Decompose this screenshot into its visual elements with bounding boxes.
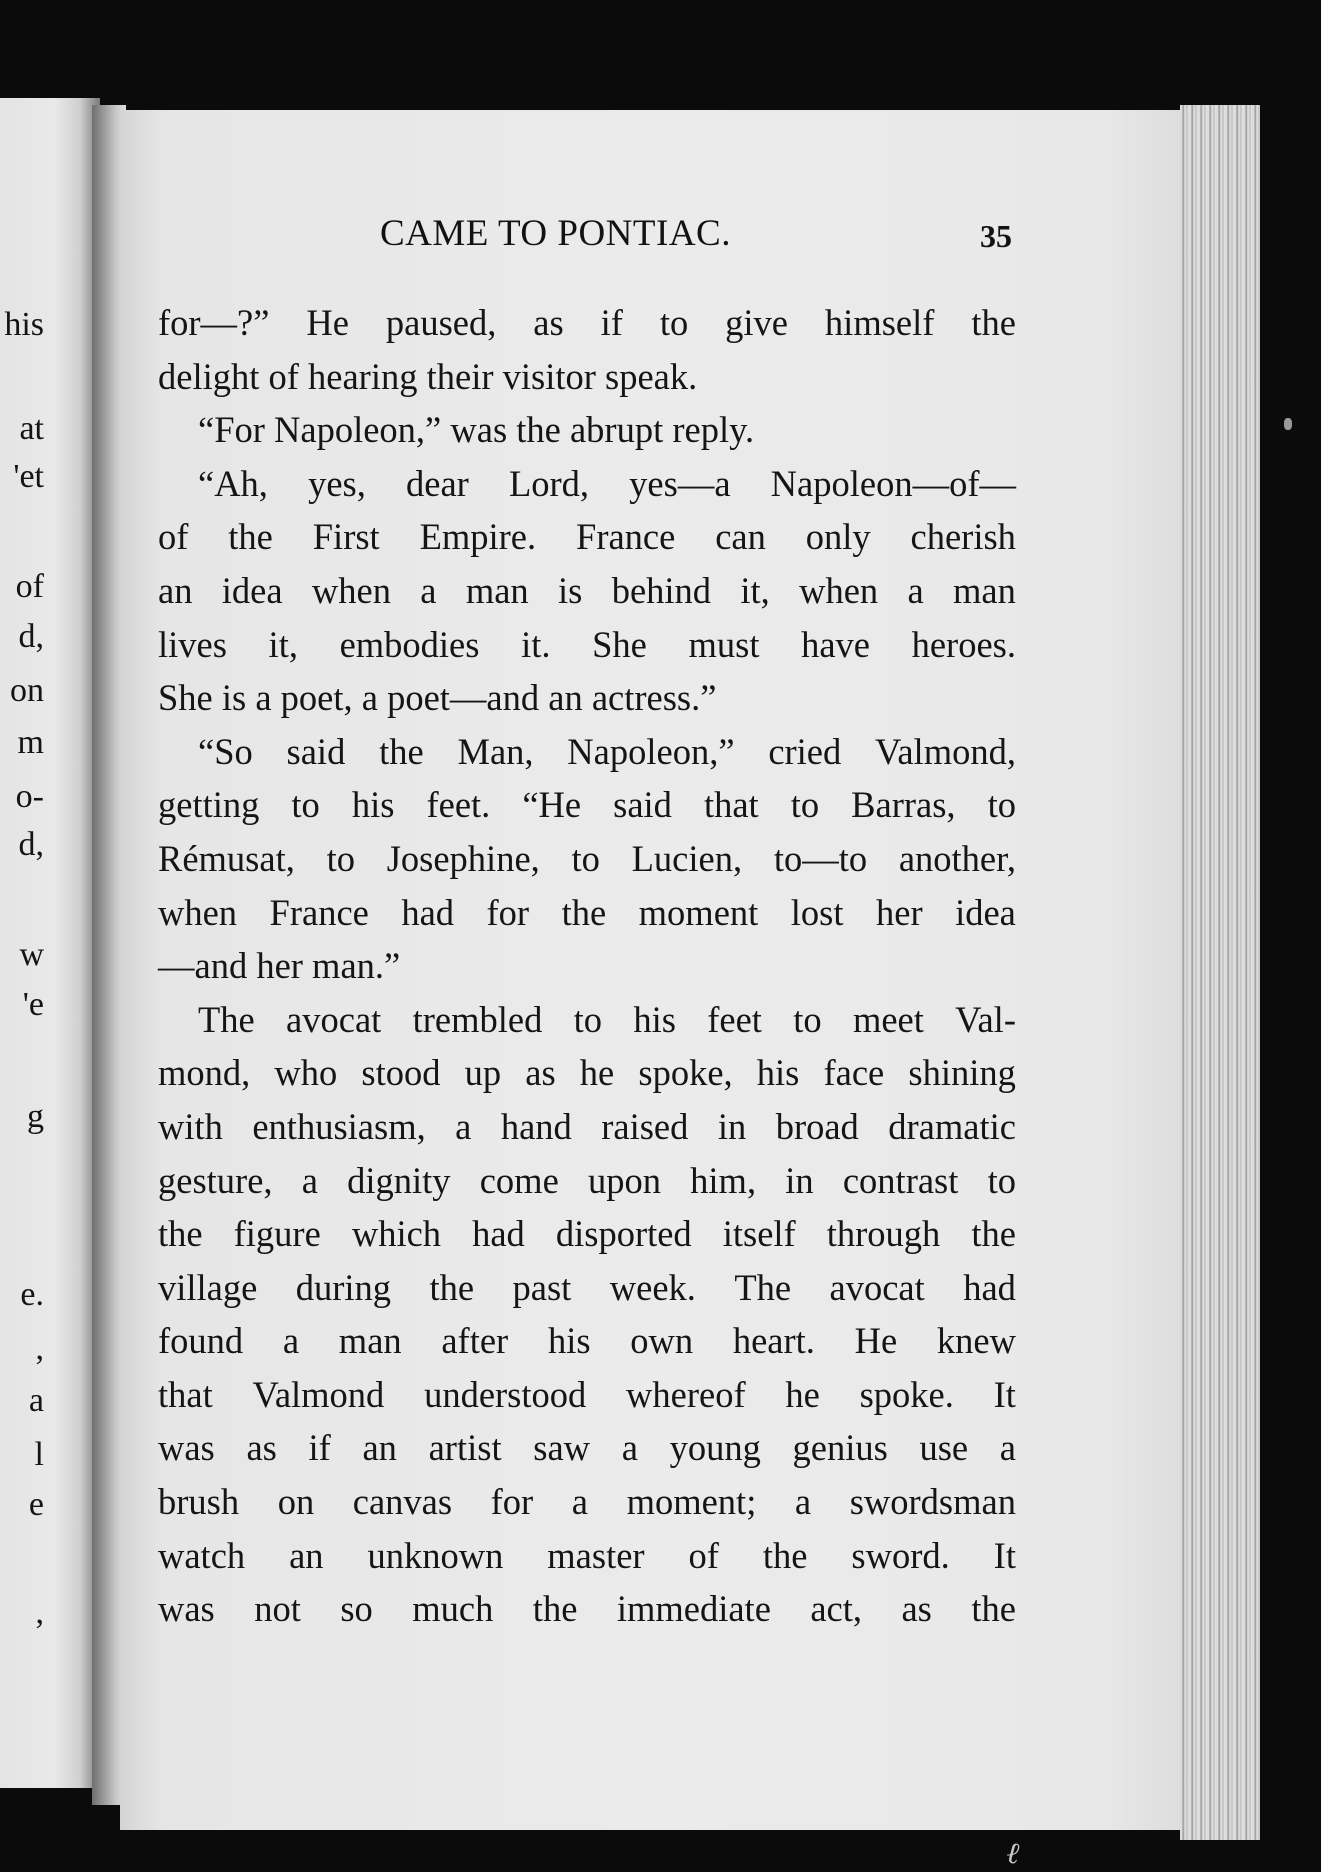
page-number: 35 [980,218,1012,254]
text-line: found a man after his own heart. He knew [158,1320,1016,1362]
previous-page-text-fragments [0,98,60,1788]
text-line: “So said the Man, Napoleon,” cried Valmond, [198,730,1016,772]
text-line: of the First Empire. France can only cherish [158,516,1016,558]
text-line: for—?” He paused, as if to give himself the [158,302,1016,343]
fragment: l [34,1436,44,1473]
fragment: 'et [13,458,44,495]
fragment: a [28,1382,44,1419]
scan-speck [1284,418,1292,430]
text-line: brush on canvas for a moment; a swordsman [158,1481,1016,1523]
fragment: e [28,1486,44,1523]
fragment: m [17,724,44,761]
previous-page-edge [0,98,100,1788]
fragment: of [15,568,44,605]
text-line: when France had for the moment lost her idea [158,891,1016,933]
text-line: was as if an artist saw a young genius use a [158,1427,1016,1469]
fragment: e. [20,1276,44,1313]
pencil-mark: ℓ [1001,1834,1025,1872]
running-head: CAME TO PONTIAC. [380,213,731,254]
fragment: o- [15,778,44,815]
fragment: at [19,410,44,447]
text-line: “For Napoleon,” was the abrupt reply. [198,409,755,451]
text-line: getting to his feet. “He said that to Barras, to [158,784,1016,826]
text-line: with enthusiasm, a hand raised in broad dramatic [158,1105,1016,1147]
text-line: the figure which had disported itself through the [158,1213,1016,1255]
text-line: —and her man.” [158,945,401,987]
text-line: village during the past week. The avocat had [158,1266,1016,1308]
text-line: lives it, embodies it. She must have heroes. [158,623,1016,665]
fragment: his [4,306,44,343]
text-line: She is a poet, a poet—and an actress.” [158,677,717,719]
page-body-text [158,296,1016,1636]
text-line: “Ah, yes, dear Lord, yes—a Napoleon—of— [198,462,1016,504]
page-stack-edges [1180,105,1260,1840]
fragment: , [35,1330,44,1367]
fragment: w [19,936,44,973]
text-line: The avocat trembled to his feet to meet Val- [198,998,1016,1040]
text-line: delight of hearing their visitor speak. [158,355,698,397]
fragment: 'e [22,986,44,1023]
fragment: g [27,1098,44,1135]
fragment: d, [18,826,44,863]
fragment: on [10,672,44,709]
text-line: mond, who stood up as he spoke, his face shining [158,1052,1016,1094]
text-line: an idea when a man is behind it, when a man [158,569,1016,611]
text-line: Rémusat, to Josephine, to Lucien, to—to another, [158,837,1016,879]
text-line: gesture, a dignity come upon him, in contrast to [158,1159,1016,1201]
fragment: d, [18,618,44,655]
text-line: was not so much the immediate act, as the [158,1588,1016,1630]
text-line: watch an unknown master of the sword. It [158,1534,1016,1576]
text-line: that Valmond understood whereof he spoke. It [158,1373,1016,1415]
fragment: , [35,1594,44,1631]
